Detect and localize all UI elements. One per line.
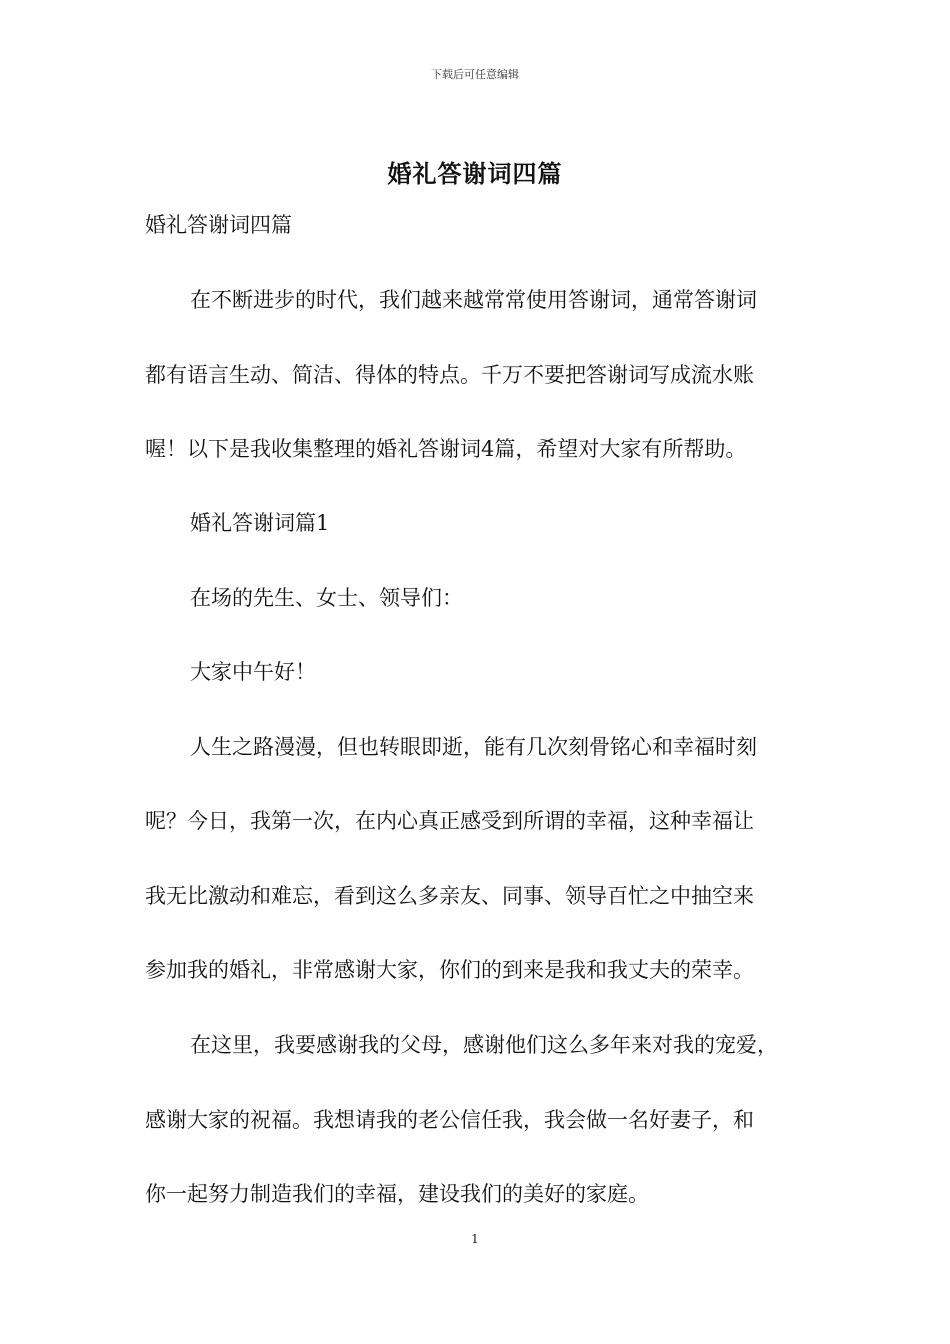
page-number: 1	[471, 1232, 479, 1246]
para2-line-2: 感谢大家的祝福。我想请我的老公信任我，我会做一名好妻子，和	[145, 1108, 754, 1132]
page-header: 下载后可任意编辑	[431, 68, 519, 81]
para1-line-2: 呢？今日，我第一次，在内心真正感受到所谓的幸福，这种幸福让	[145, 809, 754, 833]
para2-line-1: 在这里，我要感谢我的父母，感谢他们这么多年来对我的宠爱，	[190, 1033, 778, 1057]
para1-line-3: 我无比激动和难忘，看到这么多亲友、同事、领导百忙之中抽空来	[145, 884, 754, 908]
document-title: 婚礼答谢词四篇	[387, 159, 563, 188]
para1-line-1: 人生之路漫漫，但也转眼即逝，能有几次刻骨铭心和幸福时刻	[190, 735, 757, 759]
para1-line-4: 参加我的婚礼，非常感谢大家，你们的到来是我和我丈夫的荣幸。	[145, 958, 754, 982]
para2-line-3: 你一起努力制造我们的幸福，建设我们的美好的家庭。	[145, 1182, 649, 1206]
intro-line-2: 都有语言生动、简洁、得体的特点。千万不要把答谢词写成流水账	[145, 363, 754, 387]
subtitle-line: 婚礼答谢词四篇	[145, 213, 292, 237]
section-heading: 婚礼答谢词篇1	[190, 511, 330, 535]
intro-line-3: 喔！以下是我收集整理的婚礼答谢词4篇，希望对大家有所帮助。	[145, 437, 747, 461]
salutation-line: 在场的先生、女士、领导们：	[190, 586, 463, 610]
greeting-line: 大家中午好！	[190, 660, 316, 684]
intro-line-1: 在不断进步的时代，我们越来越常常使用答谢词，通常答谢词	[190, 288, 757, 312]
